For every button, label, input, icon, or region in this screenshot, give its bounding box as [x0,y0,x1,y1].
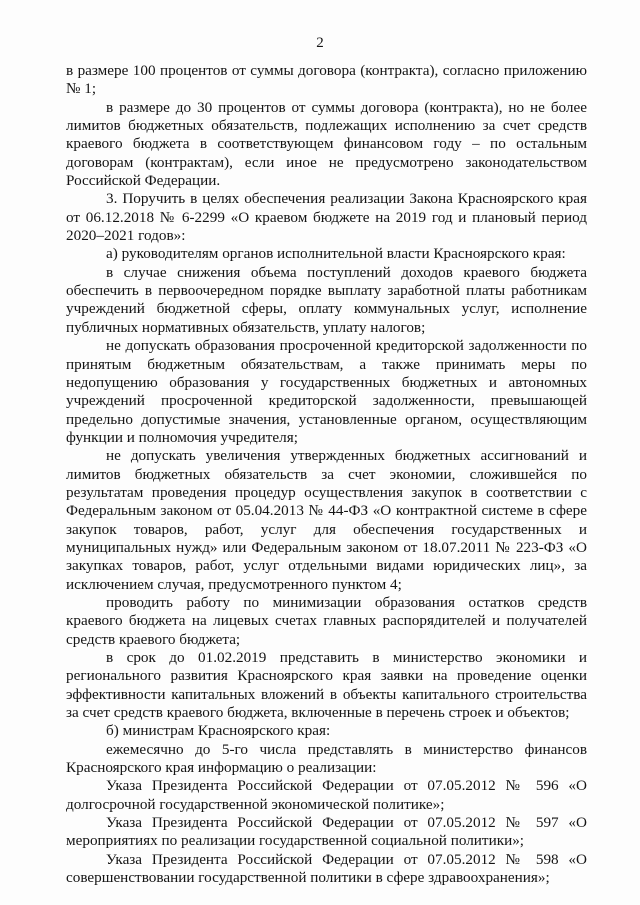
paragraph-subitem-b: б) министрам Красноярского края: [106,722,331,740]
paragraph-payment-100-percent: в размере 100 процентов от суммы договора (контракта), согласно приложению № 1; [66,62,587,98]
paragraph-decree-597: Указа Президента Российской Федерации от 07.05.2012 № 597 «О мероприятиях по реализации государственной социальной политики»; [66,814,587,850]
paragraph-revenue-reduction: в случае снижения объема поступлений доходов краевого бюджета обеспечить в первоочередном порядке выплату заработной платы работникам учреждений бюджетной сферы, оплату коммунальных услуг, исполнение публичных нормативных обязательств, уплату налогов; [66,263,587,336]
paragraph-overdue-debt: не допускать образования просроченной кредиторской задолженности по принятым бюджетным обязательствам, а также принимать меры по недопущению образования у государственных бюджетных и автономных учреждений просроченной кредиторской задолженности, превышающей предельно допустимые значения, установленные органом, осуществляющим функции и полномочия учредителя; [66,337,587,446]
paragraph-decree-598: Указа Президента Российской Федерации от 07.05.2012 № 598 «О совершенствовании государственной политики в сфере здравоохранения»; [66,850,587,887]
paragraph-decree-596: Указа Президента Российской Федерации от 07.05.2012 № 596 «О долгосрочной государственной экономической политике»; [66,777,587,813]
paragraph-subitem-a: а) руководителям органов исполнительной власти Красноярского края: [106,245,566,263]
paragraph-item-3: 3. Поручить в целях обеспечения реализации Закона Красноярского края от 06.12.2018 № 6-2299 «О краевом бюджете на 2019 год и плановый период 2020–2021 годов»: [66,190,587,245]
paragraph-budget-allocations: не допускать увеличения утвержденных бюджетных ассигнований и лимитов бюджетных обязательств за счет экономии, сложившейся по результатам проведения процедур осуществления закупок в соответствии с Федеральным законом от 05.04.2013 № 44-ФЗ «О контрактной системе в сфере закупок товаров, работ, услуг для обеспечения государственных и муниципальных нужд» или Федеральным законом от 18.07.2011 № 223-ФЗ «О закупках товаров, работ, услуг отдельными видами юридических лиц», за исключением случая, предусмотренного пунктом 4; [66,447,587,593]
document-body [66,62,587,887]
paragraph-capital-investments: в срок до 01.02.2019 представить в министерство экономики и регионального развития Красноярского края заявки на проведение оценки эффективности капитальных вложений в объекты капитального строительства за счет средств краевого бюджета, включенные в перечень строек и объектов; [66,649,587,722]
paragraph-monthly-report: ежемесячно до 5-го числа представлять в министерство финансов Красноярского края информацию о реализации: [66,740,587,777]
page-number: 2 [316,35,324,51]
paragraph-payment-30-percent: в размере до 30 процентов от суммы договора (контракта), но не более лимитов бюджетных обязательств, подлежащих исполнению за счет средств краевого бюджета в соответствующем финансовом году – по остальным договорам (контрактам), если иное не предусмотрено законодательством Российской Федерации. [66,98,587,190]
paragraph-minimize-balances: проводить работу по минимизации образования остатков средств краевого бюджета на лицевых счетах главных распорядителей и получателей средств краевого бюджета; [66,593,587,648]
